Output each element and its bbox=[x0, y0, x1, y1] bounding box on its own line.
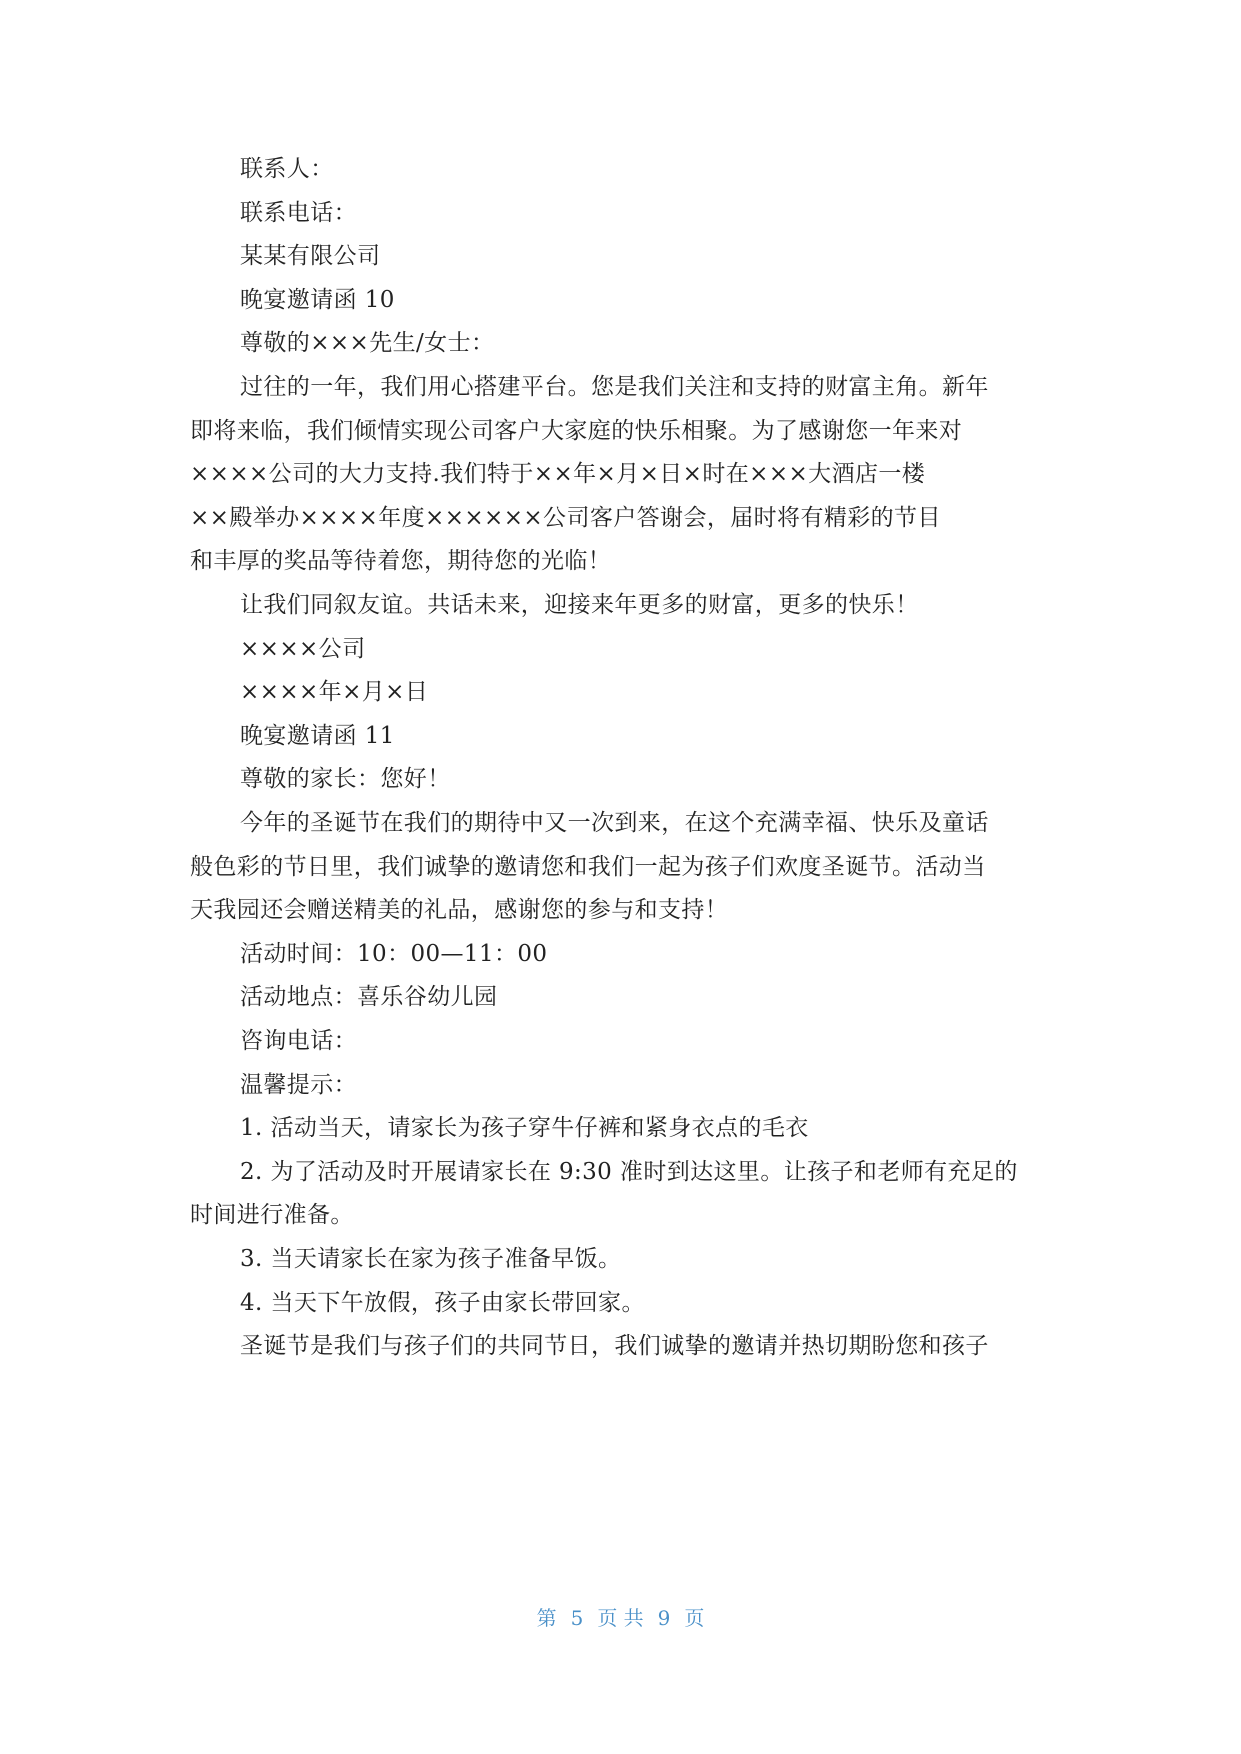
footer-total-pages: 9 bbox=[657, 1606, 671, 1630]
text-line: ××××年×月×日 bbox=[240, 679, 429, 706]
text-line: 天我园还会赠送精美的礼品，感谢您的参与和支持！ bbox=[190, 897, 729, 924]
text-line: 4. 当天下午放假，孩子由家长带回家。 bbox=[240, 1289, 645, 1316]
text-line: 晚宴邀请函 10 bbox=[240, 286, 395, 313]
footer-current-page: 5 bbox=[570, 1606, 584, 1630]
footer-middle: 页 共 bbox=[597, 1606, 644, 1630]
text-line: 过往的一年，我们用心搭建平台。您是我们关注和支持的财富主角。新年 bbox=[240, 374, 989, 400]
text-line: 3. 当天请家长在家为孩子准备早饭。 bbox=[240, 1246, 622, 1272]
text-line: 某某有限公司 bbox=[240, 243, 381, 270]
text-line: 今年的圣诞节在我们的期待中又一次到来，在这个充满幸福、快乐及童话 bbox=[240, 810, 989, 836]
text-line: 活动时间：10：00—11：00 bbox=[240, 940, 548, 967]
footer-prefix: 第 bbox=[536, 1606, 557, 1630]
text-line: 联系电话： bbox=[240, 199, 357, 226]
page-footer bbox=[0, 1602, 1241, 1631]
text-line: 晚宴邀请函 11 bbox=[240, 722, 395, 749]
text-line: 圣诞节是我们与孩子们的共同节日，我们诚挚的邀请并热切期盼您和孩子 bbox=[240, 1333, 989, 1360]
text-line: 般色彩的节日里，我们诚挚的邀请您和我们一起为孩子们欢度圣诞节。活动当 bbox=[190, 853, 986, 880]
text-line: 温馨提示： bbox=[240, 1071, 357, 1098]
text-line: ××××公司的大力支持.我们特于××年×月×日×时在×××大酒店一楼 bbox=[190, 461, 926, 488]
text-line: 2. 为了活动及时开展请家长在 9:30 准时到达这里。让孩子和老师有充足的 bbox=[240, 1158, 1018, 1185]
text-line: 时间进行准备。 bbox=[190, 1202, 354, 1229]
text-line: ××××公司 bbox=[240, 635, 366, 662]
text-line: 咨询电话： bbox=[240, 1028, 357, 1054]
text-line: 尊敬的×××先生/女士： bbox=[240, 330, 495, 357]
text-line: 和丰厚的奖品等待着您，期待您的光临！ bbox=[190, 548, 612, 575]
text-line: ××殿举办××××年度××××××公司客户答谢会，届时将有精彩的节目 bbox=[190, 504, 941, 531]
text-line: 让我们同叙友谊。共话未来，迎接来年更多的财富，更多的快乐！ bbox=[240, 592, 919, 618]
text-line: 联系人： bbox=[240, 156, 334, 182]
text-line: 尊敬的家长：您好！ bbox=[240, 766, 451, 793]
text-line: 1. 活动当天，请家长为孩子穿牛仔裤和紧身衣点的毛衣 bbox=[240, 1115, 809, 1142]
text-line: 即将来临，我们倾情实现公司客户大家庭的快乐相聚。为了感谢您一年来对 bbox=[190, 417, 963, 444]
text-line: 活动地点：喜乐谷幼儿园 bbox=[240, 984, 498, 1011]
footer-suffix: 页 bbox=[684, 1606, 705, 1630]
